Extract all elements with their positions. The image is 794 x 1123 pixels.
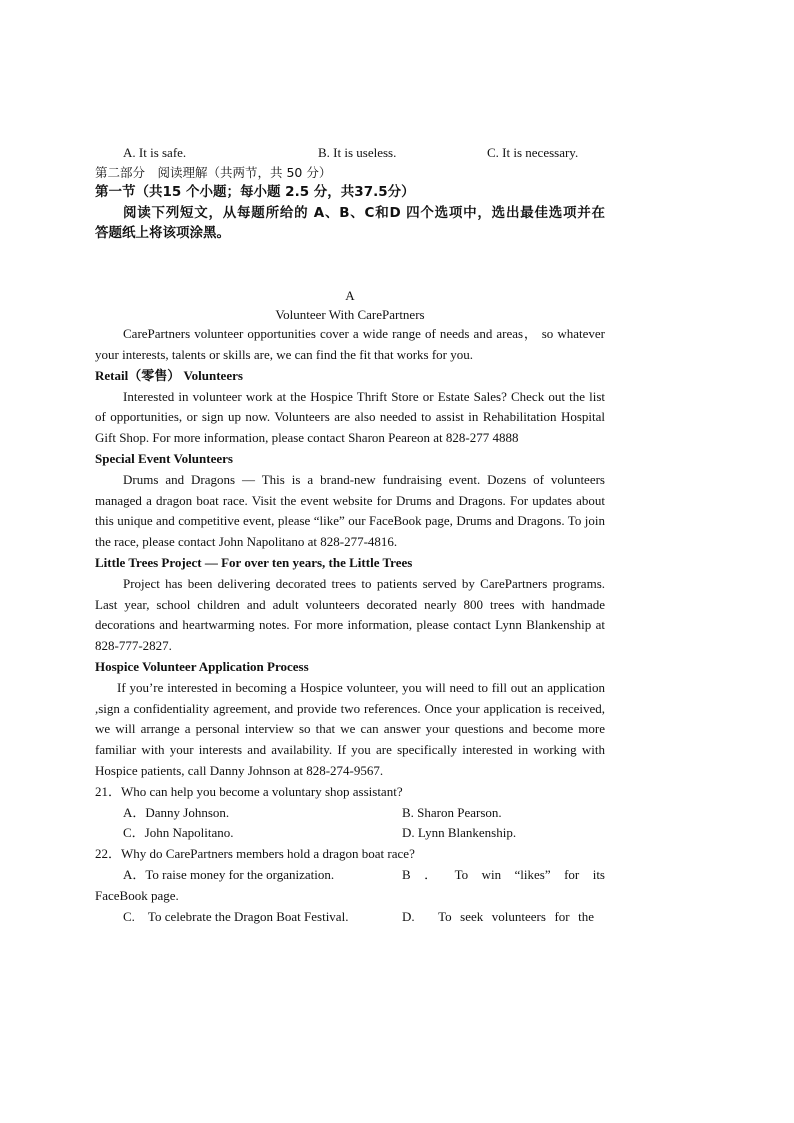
question-22-option-b: B ． To win “likes” for its: [402, 866, 605, 882]
section-heading-special-event: Special Event Volunteers: [95, 450, 233, 466]
section-body-hospice: If you’re interested in becoming a Hospice volunteer, you will need to fill out an application ,sign a confidentiality agreement, and provide two references. Once your application is received, we will arrange a personal interview so that we can answer your questions and become more familiar with your interests and availability. If you are specifically interested in working with Hospice patients, call Danny Johnson at 828-274-9567.: [95, 679, 605, 778]
part-title: 第二部分 阅读理解（共两节，共 50 分）: [95, 164, 332, 180]
question-21-option-a: A．Danny Johnson.: [123, 804, 230, 820]
section-body-little-trees: Project has been delivering decorated trees to patients served by CarePartners programs. Last year, school children and adult volunteers decorated nearly 800 trees with handmade decorations and heartwarming notes. For more information, please contact Lynn Blankenship at 828-777-2827.: [95, 575, 605, 654]
question-21-stem: 21．Who can help you become a voluntary shop assistant?: [95, 783, 403, 799]
passage-letter: A: [345, 288, 355, 304]
question-22-option-c: C. To celebrate the Dragon Boat Festival.: [123, 908, 349, 924]
question-22-options-row-1: [95, 865, 605, 886]
question-22-option-d: D. To seek volunteers for the: [402, 908, 594, 924]
passage-intro: CarePartners volunteer opportunities cover a wide range of needs and areas， so whatever your interests, talents or skills are, we can find the fit that works for you.: [95, 326, 605, 362]
section-heading-little-trees: Little Trees Project — For over ten years, the Little Trees: [95, 554, 413, 570]
spacer: [95, 244, 605, 286]
question-22-option-b-continued: FaceBook page.: [95, 887, 179, 903]
option-c: C. It is necessary.: [487, 145, 579, 160]
question-22-option-a: A．To raise money for the organization.: [123, 866, 335, 882]
instruction-line-1: 阅读下列短文，从每题所给的 A、B、C和D 四个选项中，选出最佳选项并在: [123, 204, 605, 221]
instruction-line-2: 答题纸上将该项涂黑。: [95, 225, 230, 242]
previous-question-options: [95, 143, 605, 164]
question-21-option-c: C．John Napolitano.: [123, 825, 234, 841]
option-a: A. It is safe.: [123, 145, 187, 160]
section-body-special-event: Drums and Dragons — This is a brand-new fundraising event. Dozens of volunteers managed a dragon boat race. Visit the event website for Drums and Dragons. For updates about this unique and competitive event, please “like” our FaceBook page, Drums and Dragons. To join the race, please contact John Napolitano at 828-277-4816.: [95, 471, 605, 550]
question-22-options-row-2: [95, 907, 605, 928]
question-21-option-d: D. Lynn Blankenship.: [402, 825, 517, 841]
section-heading-retail: Retail（零售） Volunteers: [95, 367, 243, 383]
document-page: [95, 143, 605, 927]
option-b: B. It is useless.: [318, 145, 397, 160]
question-21-options-row-2: [95, 823, 605, 844]
passage-title: Volunteer With CarePartners: [275, 307, 425, 323]
section-subtitle: 第一节（共15 个小题；每小题 2.5 分，共37.5分）: [95, 183, 415, 200]
question-21-options-row-1: [95, 803, 605, 824]
section-body-retail: Interested in volunteer work at the Hospice Thrift Store or Estate Sales? Check out the list of opportunities, or sign up now. Volunteers are also needed to assist in Rehabilitation Hospital Gift Shop. For more information, please contact Sharon Peareon at 828-277 4888: [95, 388, 605, 446]
section-heading-hospice: Hospice Volunteer Application Process: [95, 658, 309, 674]
question-22-stem: 22．Why do CarePartners members hold a dragon boat race?: [95, 846, 415, 862]
question-21-option-b: B. Sharon Pearson.: [402, 804, 502, 820]
